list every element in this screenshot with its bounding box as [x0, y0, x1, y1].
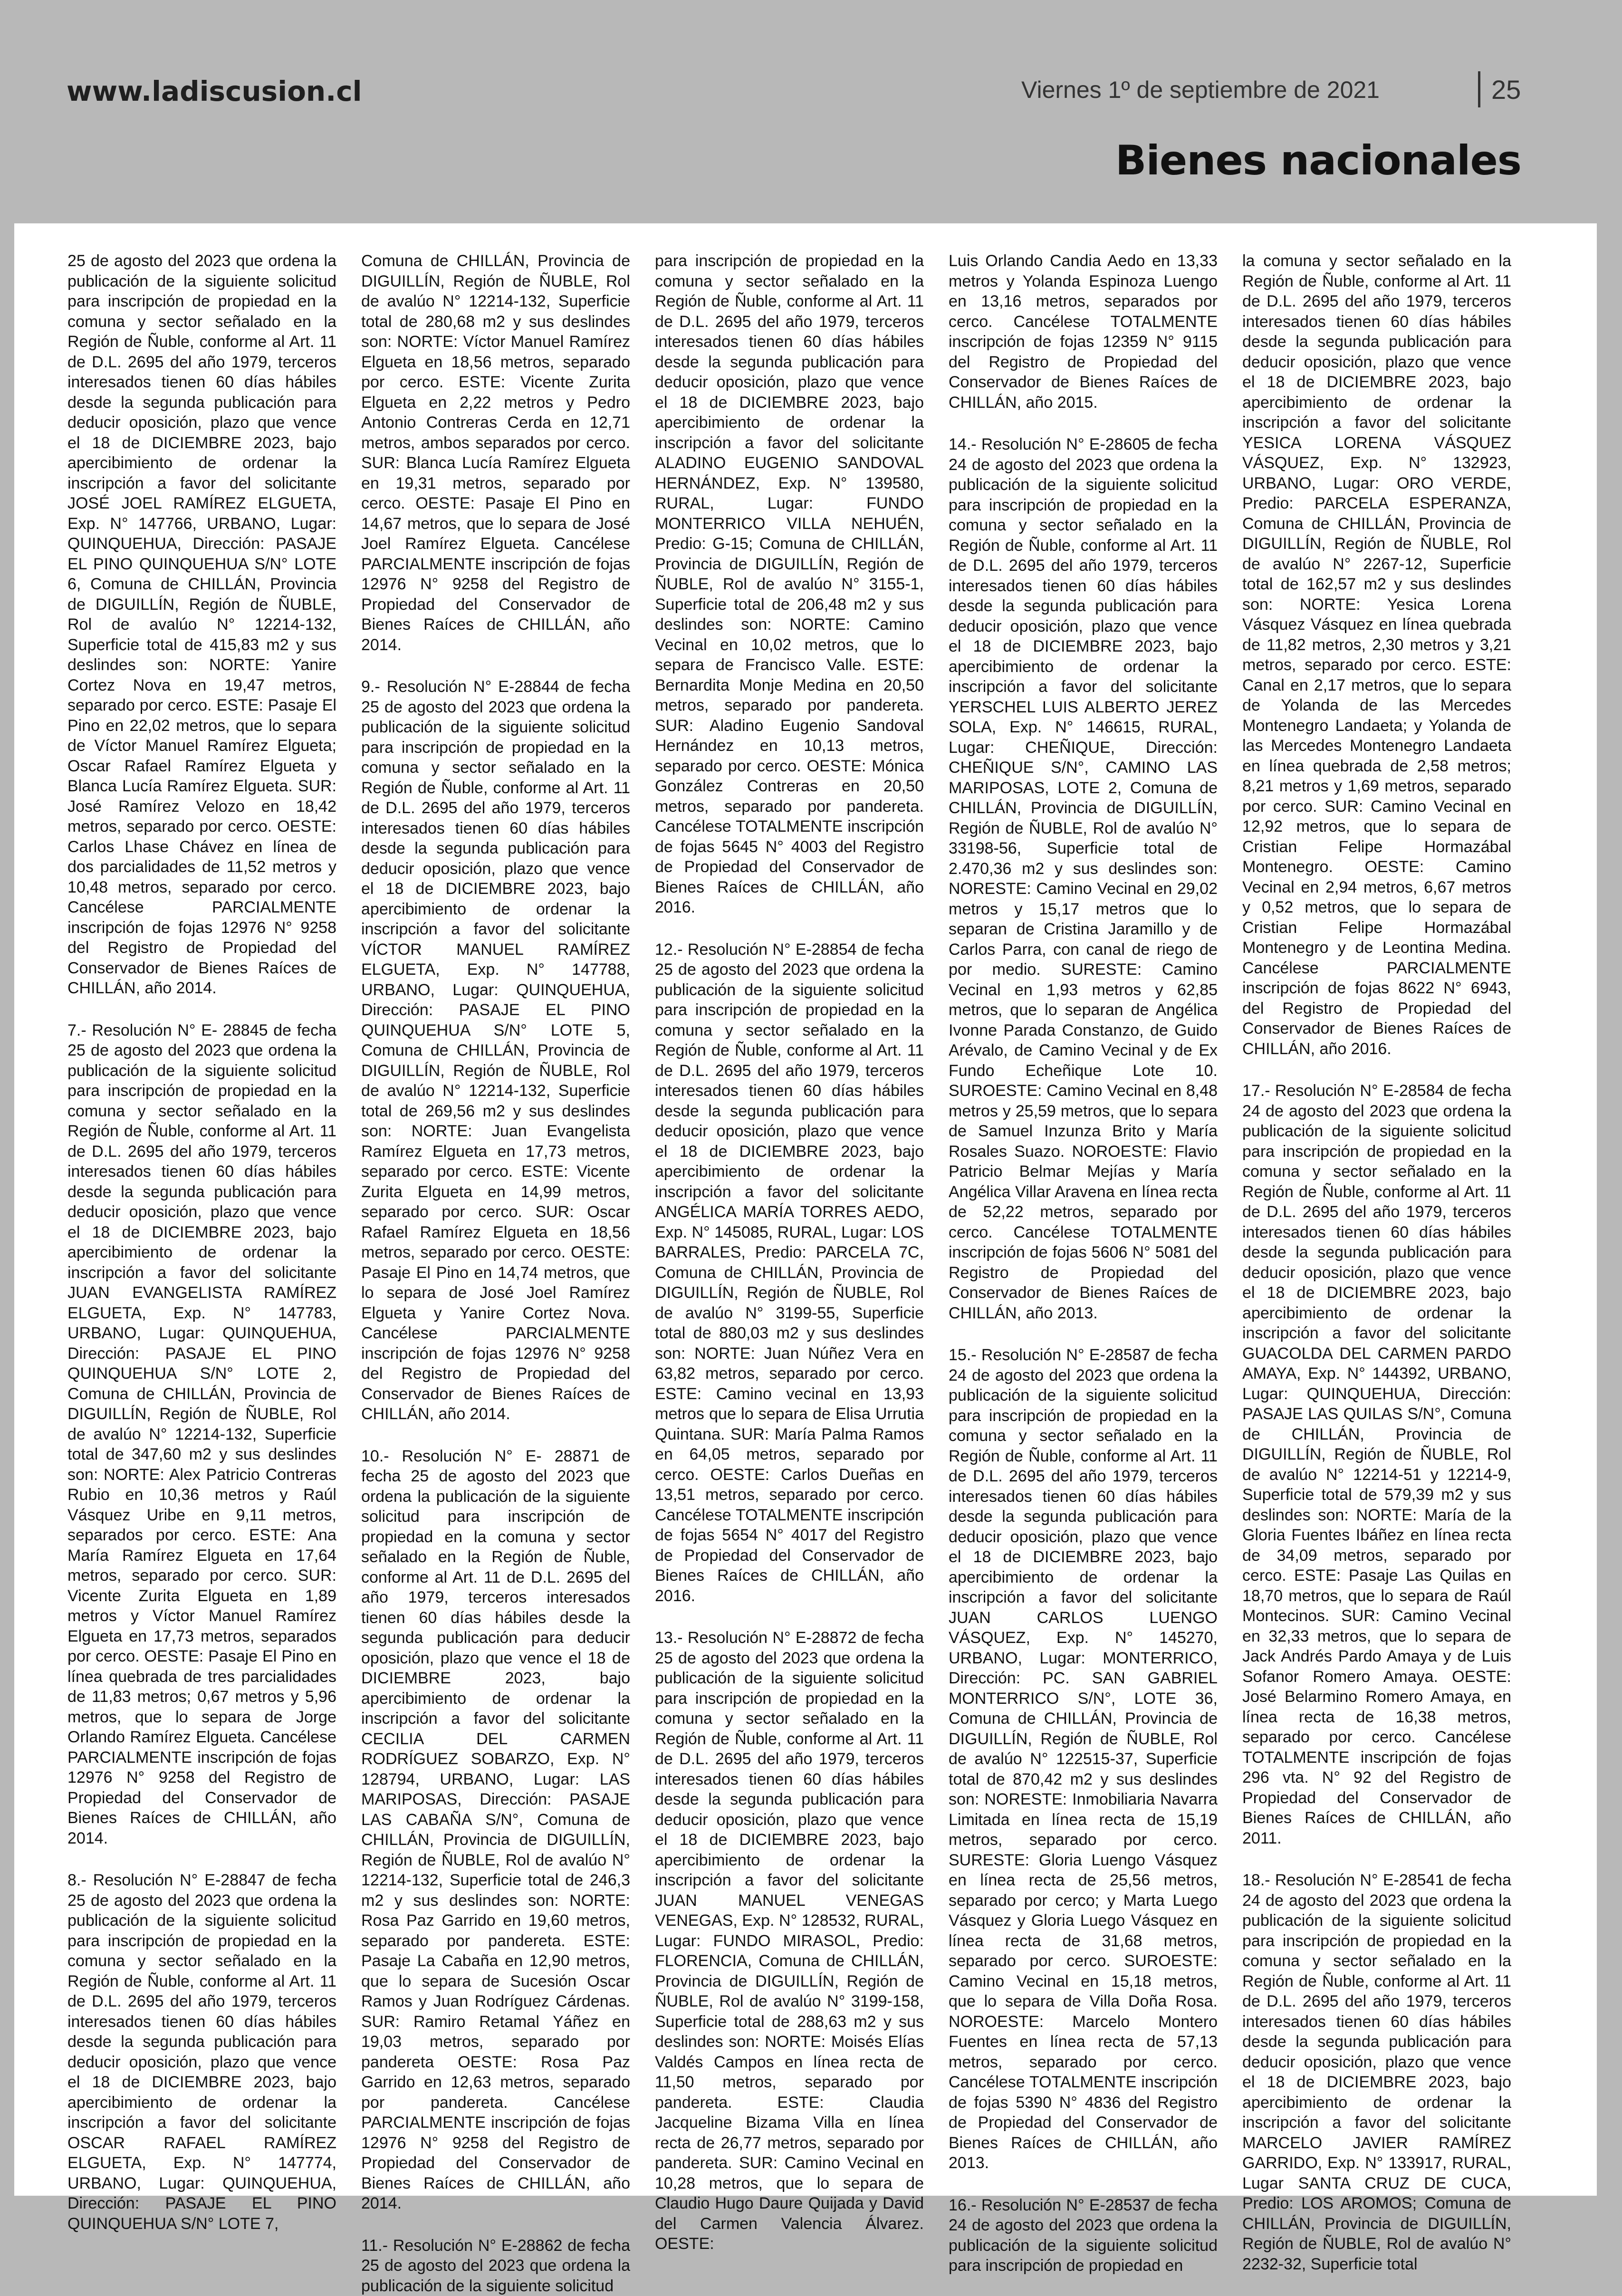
column-paragraph: 17.- Resolución N° E-28584 de fecha 24 de agosto del 2023 que ordena la publicación de la siguiente solicitud para inscripción de propiedad en la comuna y sector señalado en la Región de Ñuble, conforme al Art. 11 de D.L. 2695 del año 1979, terceros interesados tienen 60 días hábiles desde la segunda publicación para deducir oposición, plazo que vence el 18 de DICIEMBRE 2023, bajo apercibimiento de ordenar la inscripción a favor del solicitante GUACOLDA DEL CARMEN PARDO AMAYA, Exp. N° 144392, URBANO, Lugar: QUINQUEHUA, Dirección: PASAJE LAS QUILAS S/N°, Comuna de CHILLÁN, Provincia de DIGUILLÍN, Región de ÑUBLE, Rol de avalúo N° 12214-51 y 12214-9, Superficie total de 579,39 m2 y sus deslindes son: NORTE: María de la Gloria Fuentes Ibáñez en línea recta de 34,09 metros, separado por cerco. ESTE: Pasaje Las Quilas en 18,70 metros, que lo separa de Raúl Montecinos. SUR: Camino Vecinal en 32,33 metros, que lo separa de Jack Andrés Pardo Amaya y de Luis Sofanor Romero Amaya. OESTE: José Belarmino Romero Amaya, en línea recta de 16,38 metros, separado por cerco. Cancélese TOTALMENTE inscripción de fojas 296 vta. N° 92 del Registro de Propiedad del Conservador de Bienes Raíces de CHILLÁN, año 2011. [1242, 1081, 1511, 1848]
column-paragraph: 11.- Resolución N° E-28862 de fecha 25 de agosto del 2023 que ordena la publicación de la siguiente solicitud [361, 2236, 630, 2296]
column-paragraph: 10.- Resolución N° E- 28871 de fecha 25 de agosto del 2023 que ordena la publicación de la siguiente solicitud para inscripción de propiedad en la comuna y sector señalado en la Región de Ñuble, conforme al Art. 11 de D.L. 2695 del año 1979, terceros interesados tienen 60 días hábiles desde la segunda publicación para deducir oposición, plazo que vence el 18 de DICIEMBRE 2023, bajo apercibimiento de ordenar la inscripción a favor del solicitante CECILIA DEL CARMEN RODRÍGUEZ SOBARZO, Exp. N° 128794, URBANO, Lugar: LAS MARIPOSAS, Dirección: PASAJE LAS CABAÑA S/N°, Comuna de CHILLÁN, Provincia de DIGUILLÍN, Región de ÑUBLE, Rol de avalúo N° 12214-132, Superficie total de 246,3 m2 y sus deslindes son: NORTE: Rosa Paz Garrido en 19,60 metros, separado por pandereta. ESTE: Pasaje La Cabaña en 12,90 metros, que lo separa de Sucesión Oscar Ramos y Juan Rodríguez Cárdenas. SUR: Ramiro Retamal Yáñez en 19,03 metros, separado por pandereta OESTE: Rosa Paz Garrido en 12,63 metros, separado por pandereta. Cancélese PARCIALMENTE inscripción de fojas 12976 N° 9258 del Registro de Propiedad del Conservador de Bienes Raíces de CHILLÁN, año 2014. [361, 1446, 630, 2214]
column-paragraph: 18.- Resolución N° E-28541 de fecha 24 de agosto del 2023 que ordena la publicación de la siguiente solicitud para inscripción de propiedad en la comuna y sector señalado en la Región de Ñuble, conforme al Art. 11 de D.L. 2695 del año 1979, terceros interesados tienen 60 días hábiles desde la segunda publicación para deducir oposición, plazo que vence el 18 de DICIEMBRE 2023, bajo apercibimiento de ordenar la inscripción a favor del solicitante MARCELO JAVIER RAMÍREZ GARRIDO, Exp. N° 133917, RURAL, Lugar SANTA CRUZ DE CUCA, Predio: LOS AROMOS; Comuna de CHILLÁN, Provincia de DIGUILLÍN, Región de ÑUBLE, Rol de avalúo N° 2232-32, Superficie total [1242, 1870, 1511, 2274]
column-paragraph: Comuna de CHILLÁN, Provincia de DIGUILLÍN, Región de ÑUBLE, Rol de avalúo N° 12214-132, Superficie total de 280,68 m2 y sus deslindes son: NORTE: Víctor Manuel Ramírez Elgueta en 18,56 metros, separado por cerco. ESTE: Vicente Zurita Elgueta en 2,22 metros y Pedro Antonio Contreras Cerda en 12,71 metros, ambos separados por cerco. SUR: Blanca Lucía Ramírez Elgueta en 19,31 metros, separado por cerco. OESTE: Pasaje El Pino en 14,67 metros, que lo separa de José Joel Ramírez Elgueta. Cancélese PARCIALMENTE inscripción de fojas 12976 N° 9258 del Registro de Propiedad del Conservador de Bienes Raíces de CHILLÁN, año 2014. [361, 251, 630, 655]
column-paragraph: 14.- Resolución N° E-28605 de fecha 24 de agosto del 2023 que ordena la publicación de la siguiente solicitud para inscripción de propiedad en la comuna y sector señalado en la Región de Ñuble, conforme al Art. 11 de D.L. 2695 del año 1979, terceros interesados tienen 60 días hábiles desde la segunda publicación para deducir oposición, plazo que vence el 18 de DICIEMBRE 2023, bajo apercibimiento de ordenar la inscripción a favor del solicitante YERSCHEL LUIS ALBERTO JEREZ SOLA, Exp. N° 146615, RURAL, Lugar: CHEÑIQUE, Dirección: CHEÑIQUE S/N°, CAMINO LAS MARIPOSAS, LOTE 2, Comuna de CHILLÁN, Provincia de DIGUILLÍN, Región de ÑUBLE, Rol de avalúo N° 33198-56, Superficie total de 2.470,36 m2 y sus deslindes son: NORESTE: Camino Vecinal en 29,02 metros y 15,17 metros que lo separan de Cristina Jaramillo y de Carlos Parra, con canal de riego de por medio. SURESTE: Camino Vecinal en 1,93 metros y 62,85 metros, que lo separan de Angélica Ivonne Parada Constanzo, de Guido Arévalo, de Camino Vecinal y de Ex Fundo Echeñique Lote 10. SUROESTE: Camino Vecinal en 8,48 metros y 25,59 metros, que lo separa de Samuel Inzunza Brito y María Rosales Suazo. NOROESTE: Flavio Patricio Belmar Mejías y María Angélica Villar Aravena en línea recta de 52,22 metros, separado por cerco. Cancélese TOTALMENTE inscripción de fojas 5606 N° 5081 del Registro de Propiedad del Conservador de Bienes Raíces de CHILLÁN, año 2013. [949, 434, 1218, 1323]
column-paragraph: 13.- Resolución N° E-28872 de fecha 25 de agosto del 2023 que ordena la publicación de la siguiente solicitud para inscripción de propiedad en la comuna y sector señalado en la Región de Ñuble, conforme al Art. 11 de D.L. 2695 del año 1979, terceros interesados tienen 60 días hábiles desde la segunda publicación para deducir oposición, plazo que vence el 18 de DICIEMBRE 2023, bajo apercibimiento de ordenar la inscripción a favor del solicitante JUAN MANUEL VENEGAS VENEGAS, Exp. N° 128532, RURAL, Lugar: FUNDO MIRASOL, Predio: FLORENCIA, Comuna de CHILLÁN, Provincia de DIGUILLÍN, Región de ÑUBLE, Rol de avalúo N° 3199-158, Superficie total de 288,63 m2 y sus deslindes son: NORTE: Moisés Elías Valdés Campos en línea recta de 11,50 metros, separado por pandereta. ESTE: Claudia Jacqueline Bizama Villa en línea recta de 26,77 metros, separado por pandereta. SUR: Camino Vecinal en 10,28 metros, que lo separa de Claudio Hugo Daure Quijada y David del Carmen Valencia Álvarez. OESTE: [655, 1628, 924, 2254]
column-paragraph: 9.- Resolución N° E-28844 de fecha 25 de agosto del 2023 que ordena la publicación de la siguiente solicitud para inscripción de propiedad en la comuna y sector señalado en la Región de Ñuble, conforme al Art. 11 de D.L. 2695 del año 1979, terceros interesados tienen 60 días hábiles desde la segunda publicación para deducir oposición, plazo que vence el 18 de DICIEMBRE 2023, bajo apercibimiento de ordenar la inscripción a favor del solicitante VÍCTOR MANUEL RAMÍREZ ELGUETA, Exp. N° 147788, URBANO, Lugar: QUINQUEHUA, Dirección: PASAJE EL PINO QUINQUEHUA S/N° LOTE 5, Comuna de CHILLÁN, Provincia de DIGUILLÍN, Región de ÑUBLE, Rol de avalúo N° 12214-132, Superficie total de 269,56 m2 y sus deslindes son: NORTE: Juan Evangelista Ramírez Elgueta en 17,73 metros, separado por cerco. ESTE: Vicente Zurita Elgueta en 14,99 metros, separado por cerco. SUR: Oscar Rafael Ramírez Elgueta en 18,56 metros, separado por cerco. OESTE: Pasaje El Pino en 14,74 metros, que lo separa de José Joel Ramírez Elgueta y Yanire Cortez Nova. Cancélese PARCIALMENTE inscripción de fojas 12976 N° 9258 del Registro de Propiedad del Conservador de Bienes Raíces de CHILLÁN, año 2014. [361, 677, 630, 1424]
column-paragraph: 25 de agosto del 2023 que ordena la publicación de la siguiente solicitud para inscripción de propiedad en la comuna y sector señalado en la Región de Ñuble, conforme al Art. 11 de D.L. 2695 del año 1979, terceros interesados tienen 60 días hábiles desde la segunda publicación para deducir oposición, plazo que vence el 18 de DICIEMBRE 2023, bajo apercibimiento de ordenar la inscripción a favor del solicitante JOSÉ JOEL RAMÍREZ ELGUETA, Exp. N° 147766, URBANO, Lugar: QUINQUEHUA, Dirección: PASAJE EL PINO QUINQUEHUA S/N° LOTE 6, Comuna de CHILLÁN, Provincia de DIGUILLÍN, Región de ÑUBLE, Rol de avalúo N° 12214-132, Superficie total de 415,83 m2 y sus deslindes son: NORTE: Yanire Cortez Nova en 19,47 metros, separado por cerco. ESTE: Pasaje El Pino en 22,02 metros, que lo separa de Víctor Manuel Ramírez Elgueta; Oscar Rafael Ramírez Elgueta y Blanca Lucía Ramírez Elgueta. SUR: José Ramírez Velozo en 18,42 metros, separado por cerco. OESTE: Carlos Lhase Chávez en línea de dos parcialidades de 11,52 metros y 10,48 metros, separado por cerco. Cancélese PARCIALMENTE inscripción de fojas 12976 N° 9258 del Registro de Propiedad del Conservador de Bienes Raíces de CHILLÁN, año 2014. [67, 251, 336, 999]
section-title: Bienes nacionales [1115, 137, 1521, 184]
page-number: 25 [1491, 74, 1521, 105]
page-header [0, 0, 1622, 223]
article-body [14, 223, 1597, 2196]
column-paragraph: para inscripción de propiedad en la comuna y sector señalado en la Región de Ñuble, conforme al Art. 11 de D.L. 2695 del año 1979, terceros interesados tienen 60 días hábiles desde la segunda publicación para deducir oposición, plazo que vence el 18 de DICIEMBRE 2023, bajo apercibimiento de ordenar la inscripción a favor del solicitante ALADINO EUGENIO SANDOVAL HERNÁNDEZ, Exp. N° 139580, RURAL, Lugar: FUNDO MONTERRICO VILLA NEHUÉN, Predio: G-15; Comuna de CHILLÁN, Provincia de DIGUILLÍN, Región de ÑUBLE, Rol de avalúo N° 3155-1, Superficie total de 206,48 m2 y sus deslindes son: NORTE: Camino Vecinal en 10,02 metros, que lo separa de Francisco Valle. ESTE: Bernardita Monje Medina en 20,50 metros, separado por pandereta. SUR: Aladino Eugenio Sandoval Hernández en 10,13 metros, separado por cerco. OESTE: Mónica González Contreras en 20,50 metros, separado por pandereta. Cancélese TOTALMENTE inscripción de fojas 5645 N° 4003 del Registro de Propiedad del Conservador de Bienes Raíces de CHILLÁN, año 2016. [655, 251, 924, 918]
column-paragraph: Luis Orlando Candia Aedo en 13,33 metros y Yolanda Espinoza Luengo en 13,16 metros, separados por cerco. Cancélese TOTALMENTE inscripción de fojas 12359 N° 9115 del Registro de Propiedad del Conservador de Bienes Raíces de CHILLÁN, año 2015. [949, 251, 1218, 413]
column-paragraph: la comuna y sector señalado en la Región de Ñuble, conforme al Art. 11 de D.L. 2695 del año 1979, terceros interesados tienen 60 días hábiles desde la segunda publicación para deducir oposición, plazo que vence el 18 de DICIEMBRE 2023, bajo apercibimiento de ordenar la inscripción a favor del solicitante YESICA LORENA VÁSQUEZ VÁSQUEZ, Exp. N° 132923, URBANO, Lugar: ORO VERDE, Predio: PARCELA ESPERANZA, Comuna de CHILLÁN, Provincia de DIGUILLÍN, Región de ÑUBLE, Rol de avalúo N° 2267-12, Superficie total de 162,57 m2 y sus deslindes son: NORTE: Yesica Lorena Vásquez Vásquez en línea quebrada de 11,82 metros, 2,30 metros y 3,21 metros, separado por cerco. ESTE: Canal en 2,17 metros, que lo separa de Yolanda de las Mercedes Montenegro Landaeta; y Yolanda de las Mercedes Montenegro Landaeta en línea quebrada de 2,58 metros; 8,21 metros y 1,69 metros, separado por cerco. SUR: Camino Vecinal en 12,92 metros, que lo separa de Cristian Felipe Hormazábal Montenegro. OESTE: Camino Vecinal en 2,94 metros, 6,67 metros y 0,52 metros, que lo separa de Cristian Felipe Hormazábal Montenegro y de Leontina Medina. Cancélese PARCIALMENTE inscripción de fojas 8622 N° 6943, del Registro de Propiedad del Conservador de Bienes Raíces de CHILLÁN, año 2016. [1242, 251, 1511, 1059]
page-date: Viernes 1º de septiembre de 2021 [1021, 76, 1380, 104]
text-column-1 [67, 251, 336, 2181]
text-column-5 [1242, 251, 1511, 2181]
column-paragraph: 15.- Resolución N° E-28587 de fecha 24 de agosto del 2023 que ordena la publicación de la siguiente solicitud para inscripción de propiedad en la comuna y sector señalado en la Región de Ñuble, conforme al Art. 11 de D.L. 2695 del año 1979, terceros interesados tienen 60 días hábiles desde la segunda publicación para deducir oposición, plazo que vence el 18 de DICIEMBRE 2023, bajo apercibimiento de ordenar la inscripción a favor del solicitante JUAN CARLOS LUENGO VÁSQUEZ, Exp. N° 145270, URBANO, Lugar: MONTERRICO, Dirección: PC. SAN GABRIEL MONTERRICO S/N°, LOTE 36, Comuna de CHILLÁN, Provincia de DIGUILLÍN, Región de ÑUBLE, Rol de avalúo N° 122515-37, Superficie total de 870,42 m2 y sus deslindes son: NORESTE: Inmobiliaria Navarra Limitada en línea recta de 15,19 metros, separado por cerco. SURESTE: Gloria Luengo Vásquez en línea recta de 25,56 metros, separado por cerco; y Marta Luego Vásquez y Gloria Luego Vásquez en línea recta de 31,68 metros, separado por cerco. SUROESTE: Camino Vecinal en 15,18 metros, que lo separa de Villa Doña Rosa. NOROESTE: Marcelo Montero Fuentes en línea recta de 57,13 metros, separado por cerco. Cancélese TOTALMENTE inscripción de fojas 5390 N° 4836 del Registro de Propiedad del Conservador de Bienes Raíces de CHILLÁN, año 2013. [949, 1345, 1218, 2173]
column-paragraph: 7.- Resolución N° E- 28845 de fecha 25 de agosto del 2023 que ordena la publicación de la siguiente solicitud para inscripción de propiedad en la comuna y sector señalado en la Región de Ñuble, conforme al Art. 11 de D.L. 2695 del año 1979, terceros interesados tienen 60 días hábiles desde la segunda publicación para deducir oposición, plazo que vence el 18 de DICIEMBRE 2023, bajo apercibimiento de ordenar la inscripción a favor del solicitante JUAN EVANGELISTA RAMÍREZ ELGUETA, Exp. N° 147783, URBANO, Lugar: QUINQUEHUA, Dirección: PASAJE EL PINO QUINQUEHUA S/N° LOTE 2, Comuna de CHILLÁN, Provincia de DIGUILLÍN, Región de ÑUBLE, Rol de avalúo N° 12214-132, Superficie total de 347,60 m2 y sus deslindes son: NORTE: Alex Patricio Contreras Rubio en 10,36 metros y Raúl Vásquez Uribe en 9,11 metros, separados por cerco. ESTE: Ana María Ramírez Elgueta en 17,64 metros, separado por cerco. SUR: Vicente Zurita Elgueta en 1,89 metros y Víctor Manuel Ramírez Elgueta en 17,73 metros, separados por cerco. OESTE: Pasaje El Pino en línea quebrada de tres parcialidades de 11,83 metros; 0,67 metros y 5,96 metros, que lo separa de Jorge Orlando Ramírez Elgueta. Cancélese PARCIALMENTE inscripción de fojas 12976 N° 9258 del Registro de Propiedad del Conservador de Bienes Raíces de CHILLÁN, año 2014. [67, 1020, 336, 1849]
column-paragraph: 12.- Resolución N° E-28854 de fecha 25 de agosto del 2023 que ordena la publicación de la siguiente solicitud para inscripción de propiedad en la comuna y sector señalado en la Región de Ñuble, conforme al Art. 11 de D.L. 2695 del año 1979, terceros interesados tienen 60 días hábiles desde la segunda publicación para deducir oposición, plazo que vence el 18 de DICIEMBRE 2023, bajo apercibimiento de ordenar la inscripción a favor del solicitante ANGÉLICA MARÍA TORRES AEDO, Exp. N° 145085, RURAL, Lugar: LOS BARRALES, Predio: PARCELA 7C, Comuna de CHILLÁN, Provincia de DIGUILLÍN, Región de ÑUBLE, Rol de avalúo N° 3199-55, Superficie total de 880,03 m2 y sus deslindes son: NORTE: Juan Núñez Vera en 63,82 metros, separado por cerco. ESTE: Camino vecinal en 13,93 metros que lo separa de Elisa Urrutia Quintana. SUR: María Palma Ramos en 64,05 metros, separado por cerco. OESTE: Carlos Dueñas en 13,51 metros, separado por cerco. Cancélese TOTALMENTE inscripción de fojas 5654 N° 4017 del Registro de Propiedad del Conservador de Bienes Raíces de CHILLÁN, año 2016. [655, 940, 924, 1606]
text-column-4 [949, 251, 1218, 2181]
page-number-divider [1478, 71, 1480, 107]
column-paragraph: 16.- Resolución N° E-28537 de fecha 24 de agosto del 2023 que ordena la publicación de la siguiente solicitud para inscripción de propiedad en [949, 2195, 1218, 2276]
text-column-3 [655, 251, 924, 2181]
text-column-2 [361, 251, 630, 2181]
column-paragraph: 8.- Resolución N° E-28847 de fecha 25 de agosto del 2023 que ordena la publicación de la siguiente solicitud para inscripción de propiedad en la comuna y sector señalado en la Región de Ñuble, conforme al Art. 11 de D.L. 2695 del año 1979, terceros interesados tienen 60 días hábiles desde la segunda publicación para deducir oposición, plazo que vence el 18 de DICIEMBRE 2023, bajo apercibimiento de ordenar la inscripción a favor del solicitante OSCAR RAFAEL RAMÍREZ ELGUETA, Exp. N° 147774, URBANO, Lugar: QUINQUEHUA, Dirección: PASAJE EL PINO QUINQUEHUA S/N° LOTE 7, [67, 1870, 336, 2234]
site-url[interactable]: www.ladiscusion.cl [67, 75, 362, 107]
